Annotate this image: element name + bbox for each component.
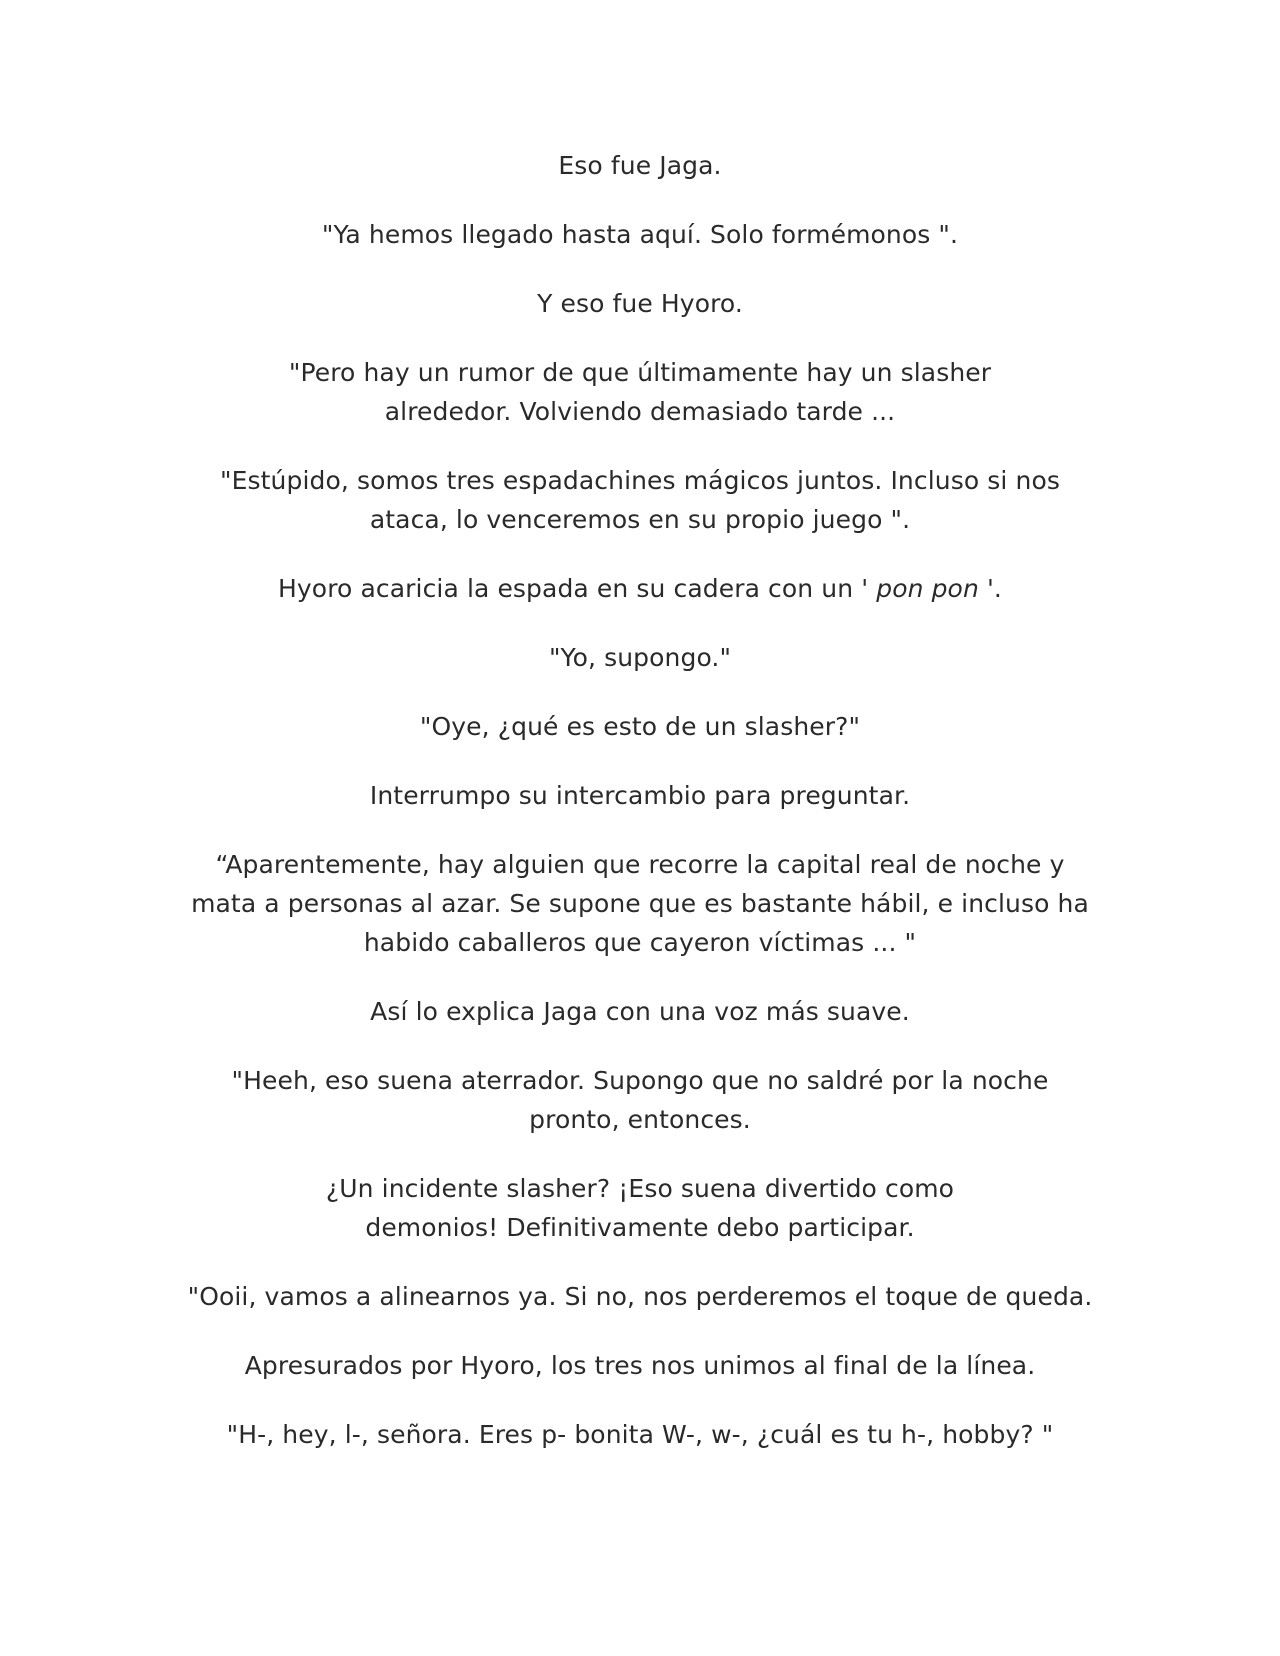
paragraph-line: ¿Un incidente slasher? ¡Eso suena divertido como	[325, 1174, 955, 1203]
paragraph-line: "Pero hay un rumor de que últimamente hay un slasher	[288, 358, 992, 387]
paragraph-line: Interrumpo su intercambio para preguntar.	[369, 781, 911, 810]
paragraph-10	[160, 845, 1120, 962]
paragraph-4	[160, 353, 1120, 431]
paragraph-line: ataca, lo venceremos en su propio juego ".	[369, 505, 911, 534]
paragraph-text-after: '.	[978, 574, 1002, 603]
paragraph-line: mata a personas al azar. Se supone que es bastante hábil, e incluso ha	[191, 889, 1089, 918]
paragraph-line: Así lo explica Jaga con una voz más suave.	[370, 997, 910, 1026]
paragraph-3	[160, 284, 1120, 323]
paragraph-line: “Aparentemente, hay alguien que recorre la capital real de noche y	[215, 850, 1065, 879]
paragraph-line: "Heeh, eso suena aterrador. Supongo que no saldré por la noche	[231, 1066, 1049, 1095]
paragraph-14	[160, 1277, 1120, 1316]
paragraph-line: Y eso fue Hyoro.	[537, 289, 743, 318]
paragraph-8	[160, 707, 1120, 746]
paragraph-line: "H-, hey, l-, señora. Eres p- bonita W-, w-, ¿cuál es tu h-, hobby? "	[226, 1420, 1054, 1449]
paragraph-line: Apresurados por Hyoro, los tres nos unimos al final de la línea.	[244, 1351, 1036, 1380]
paragraph-9	[160, 776, 1120, 815]
text-column	[160, 146, 1120, 1484]
paragraph-line: "Estúpido, somos tres espadachines mágicos juntos. Incluso si nos	[220, 466, 1060, 495]
paragraph-line: alrededor. Volviendo demasiado tarde ...	[384, 397, 896, 426]
paragraph-15	[160, 1346, 1120, 1385]
paragraph-13	[160, 1169, 1120, 1247]
paragraph-line: "Ya hemos llegado hasta aquí. Solo formémonos ".	[321, 220, 959, 249]
paragraph-line: pronto, entonces.	[529, 1105, 751, 1134]
paragraph-line: demonios! Definitivamente debo participar.	[365, 1213, 915, 1242]
paragraph-6	[160, 569, 1120, 608]
paragraph-line: habido caballeros que cayeron víctimas ... "	[363, 928, 917, 957]
paragraph-2	[160, 215, 1120, 254]
paragraph-7	[160, 638, 1120, 677]
paragraph-12	[160, 1061, 1120, 1139]
paragraph-1	[160, 146, 1120, 185]
paragraph-line: "Oye, ¿qué es esto de un slasher?"	[419, 712, 861, 741]
paragraph-16	[160, 1415, 1120, 1454]
paragraph-line: "Yo, supongo."	[548, 643, 732, 672]
paragraph-5	[160, 461, 1120, 539]
paragraph-line: "Ooii, vamos a alinearnos ya. Si no, nos perderemos el toque de queda.	[187, 1282, 1093, 1311]
paragraph-text-before: Hyoro acaricia la espada en su cadera con un '	[278, 574, 877, 603]
paragraph-italic-sound: pon pon	[876, 574, 979, 603]
paragraph-line: Eso fue Jaga.	[558, 151, 722, 180]
paragraph-11	[160, 992, 1120, 1031]
